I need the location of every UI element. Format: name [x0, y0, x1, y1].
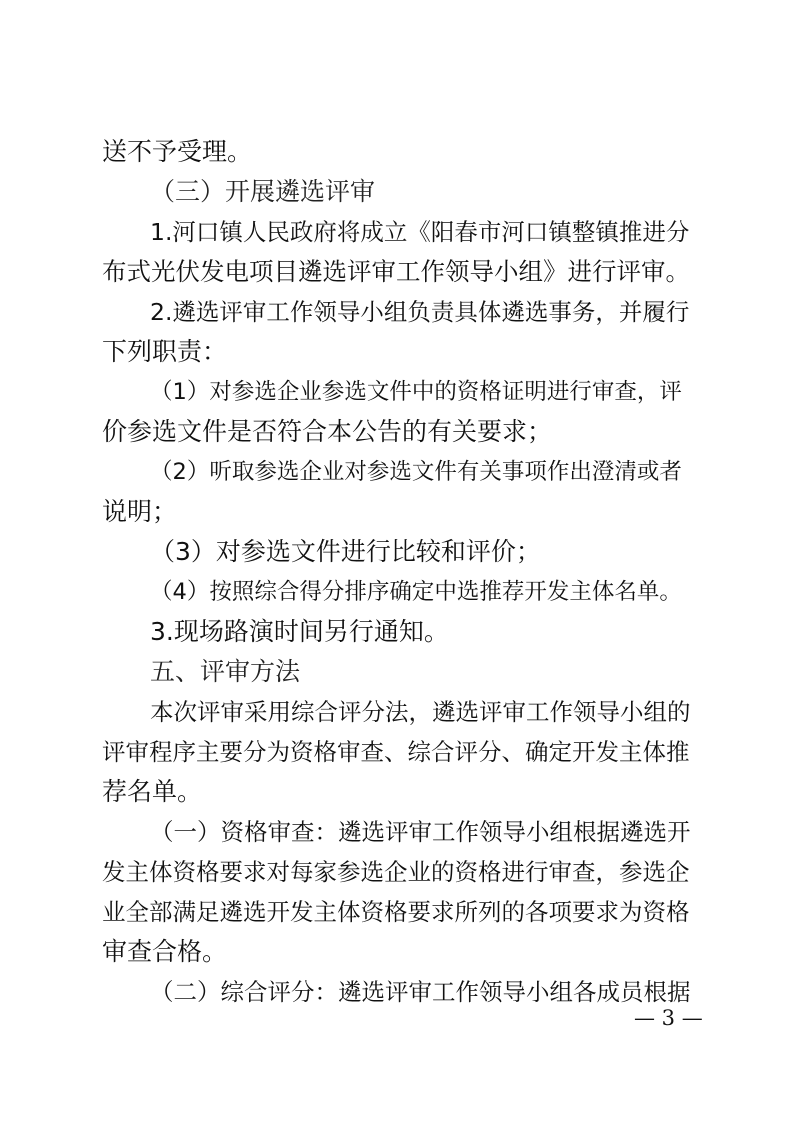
paragraph-line: 下列职责： [102, 337, 228, 366]
paragraph-line: （2）听取参选企业对参选文件有关事项作出澄清或者 [150, 459, 682, 485]
paragraph-line: （一）资格审查：遴选评审工作领导小组根据遴选开 [150, 818, 691, 846]
paragraph-line: 送不予受理。 [102, 137, 253, 166]
paragraph-line: 业全部满足遴选开发主体资格要求所列的各项要求为资格 [102, 898, 690, 926]
paragraph-line: 说明； [102, 497, 178, 526]
paragraph-line: 审查合格。 [102, 937, 228, 966]
section-heading: 五、评审方法 [150, 657, 301, 686]
paragraph-line: （3）对参选文件进行比较和评价； [150, 537, 541, 566]
paragraph-line: 发主体资格要求对每家参选企业的资格进行审查，参选企 [102, 858, 690, 886]
paragraph-line: 2.遴选评审工作领导小组负责具体遴选事务，并履行 [150, 298, 690, 326]
paragraph-line: 1.河口镇人民政府将成立《阳春市河口镇整镇推进分 [150, 218, 690, 246]
paragraph-line: （二）综合评分：遴选评审工作领导小组各成员根据 [150, 978, 691, 1006]
paragraph-line: （4）按照综合得分排序确定中选推荐开发主体名单。 [150, 579, 682, 605]
paragraph-line: 评审程序主要分为资格审查、综合评分、确定开发主体推 [102, 738, 690, 766]
paragraph-line: 本次评审采用综合评分法，遴选评审工作领导小组的 [150, 698, 691, 726]
section-heading: （三）开展遴选评审 [150, 177, 376, 206]
paragraph-line: （1）对参选企业参选文件中的资格证明进行审查，评 [150, 379, 682, 405]
paragraph-line: 价参选文件是否符合本公告的有关要求； [102, 417, 553, 446]
paragraph-line: 布式光伏发电项目遴选评审工作领导小组》进行评审。 [102, 257, 690, 286]
paragraph-line: 荐名单。 [102, 777, 203, 806]
paragraph-line: 3.现场路演时间另行通知。 [150, 617, 449, 646]
page-number: — 3 — [634, 1006, 703, 1030]
